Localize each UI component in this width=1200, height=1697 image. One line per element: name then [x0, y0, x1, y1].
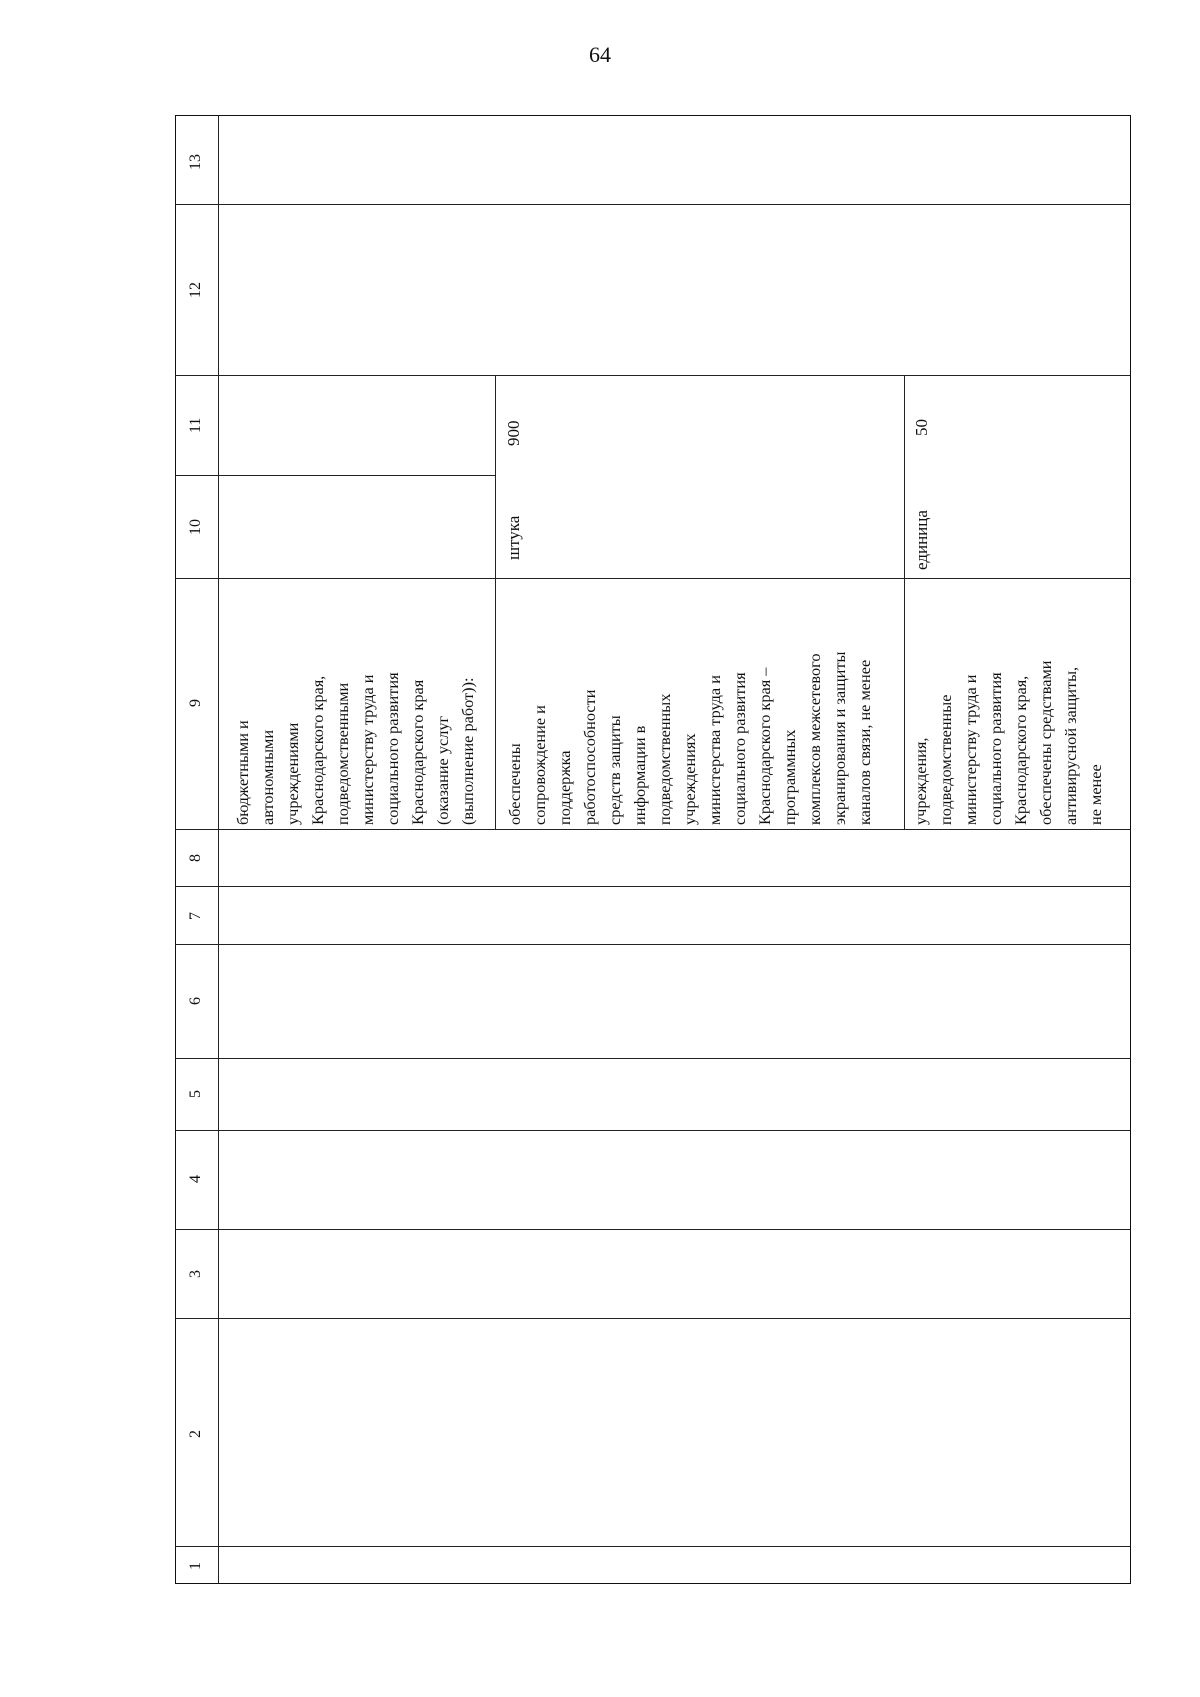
- table-border-bottom: [175, 1583, 1131, 1584]
- col-boundary-6-5: [175, 1058, 1130, 1059]
- col-header-label: 4: [187, 1175, 204, 1183]
- row3-col9-text: учреждения, подведомственные министерству труда и социального развития Краснодарского края, обеспечены средствами антивирусной защиты, не менее: [911, 660, 1105, 825]
- col-header-label: 12: [187, 282, 204, 298]
- header-separator: [218, 115, 219, 1583]
- row3-col10-text: единица: [912, 510, 931, 570]
- row1-col9-text: бюджетными и автономными учреждениями Краснодарского края, подведомственными министерству труда и социального развития Краснодарского края (оказание услуг (выполнение работ)):: [233, 672, 477, 825]
- col-boundary-8-7: [175, 886, 1130, 887]
- col-header-label: 13: [187, 154, 204, 170]
- col-header-label: 10: [187, 519, 204, 535]
- table-border-right: [1130, 115, 1131, 1583]
- col-boundary-10-9: [175, 578, 1130, 579]
- col-boundary-11-10: [175, 475, 495, 476]
- col-header-label: 7: [187, 912, 204, 920]
- col-boundary-13-12: [175, 204, 1130, 205]
- row-separator-1: [495, 375, 496, 829]
- col-boundary-4-3: [175, 1229, 1130, 1230]
- page-number: 64: [589, 42, 611, 67]
- col-boundary-7-6: [175, 944, 1130, 945]
- row3-col11-text: 50: [912, 419, 931, 436]
- col-boundary-3-2: [175, 1318, 1130, 1319]
- col-boundary-5-4: [175, 1130, 1130, 1131]
- row2-col9-text: обеспечены сопровождение и поддержка работоспособности средств защиты информации в подведомственных учреждениях министерства труда и социального развития Краснодарского края – программных комплексов межсетевого экранирования и защиты каналов связи, не менее: [505, 651, 874, 825]
- col-header-label: 2: [187, 1430, 204, 1438]
- table-border-top: [175, 115, 1131, 116]
- col-header-label: 11: [187, 417, 204, 433]
- col-header-label: 5: [187, 1090, 204, 1098]
- table-border-left: [175, 115, 176, 1583]
- col-boundary-2-1: [175, 1546, 1130, 1547]
- row2-col11-text: 900: [504, 420, 523, 446]
- col-header-label: 3: [187, 1270, 204, 1278]
- col-header-label: 9: [187, 699, 204, 707]
- col-boundary-9-8: [175, 829, 1130, 830]
- col-header-label: 6: [187, 997, 204, 1005]
- row2-col10-text: штука: [504, 515, 523, 560]
- row-separator-2: [904, 375, 905, 829]
- col-boundary-12-11: [175, 375, 1130, 376]
- col-header-label: 8: [187, 854, 204, 862]
- col-header-label: 1: [187, 1562, 204, 1570]
